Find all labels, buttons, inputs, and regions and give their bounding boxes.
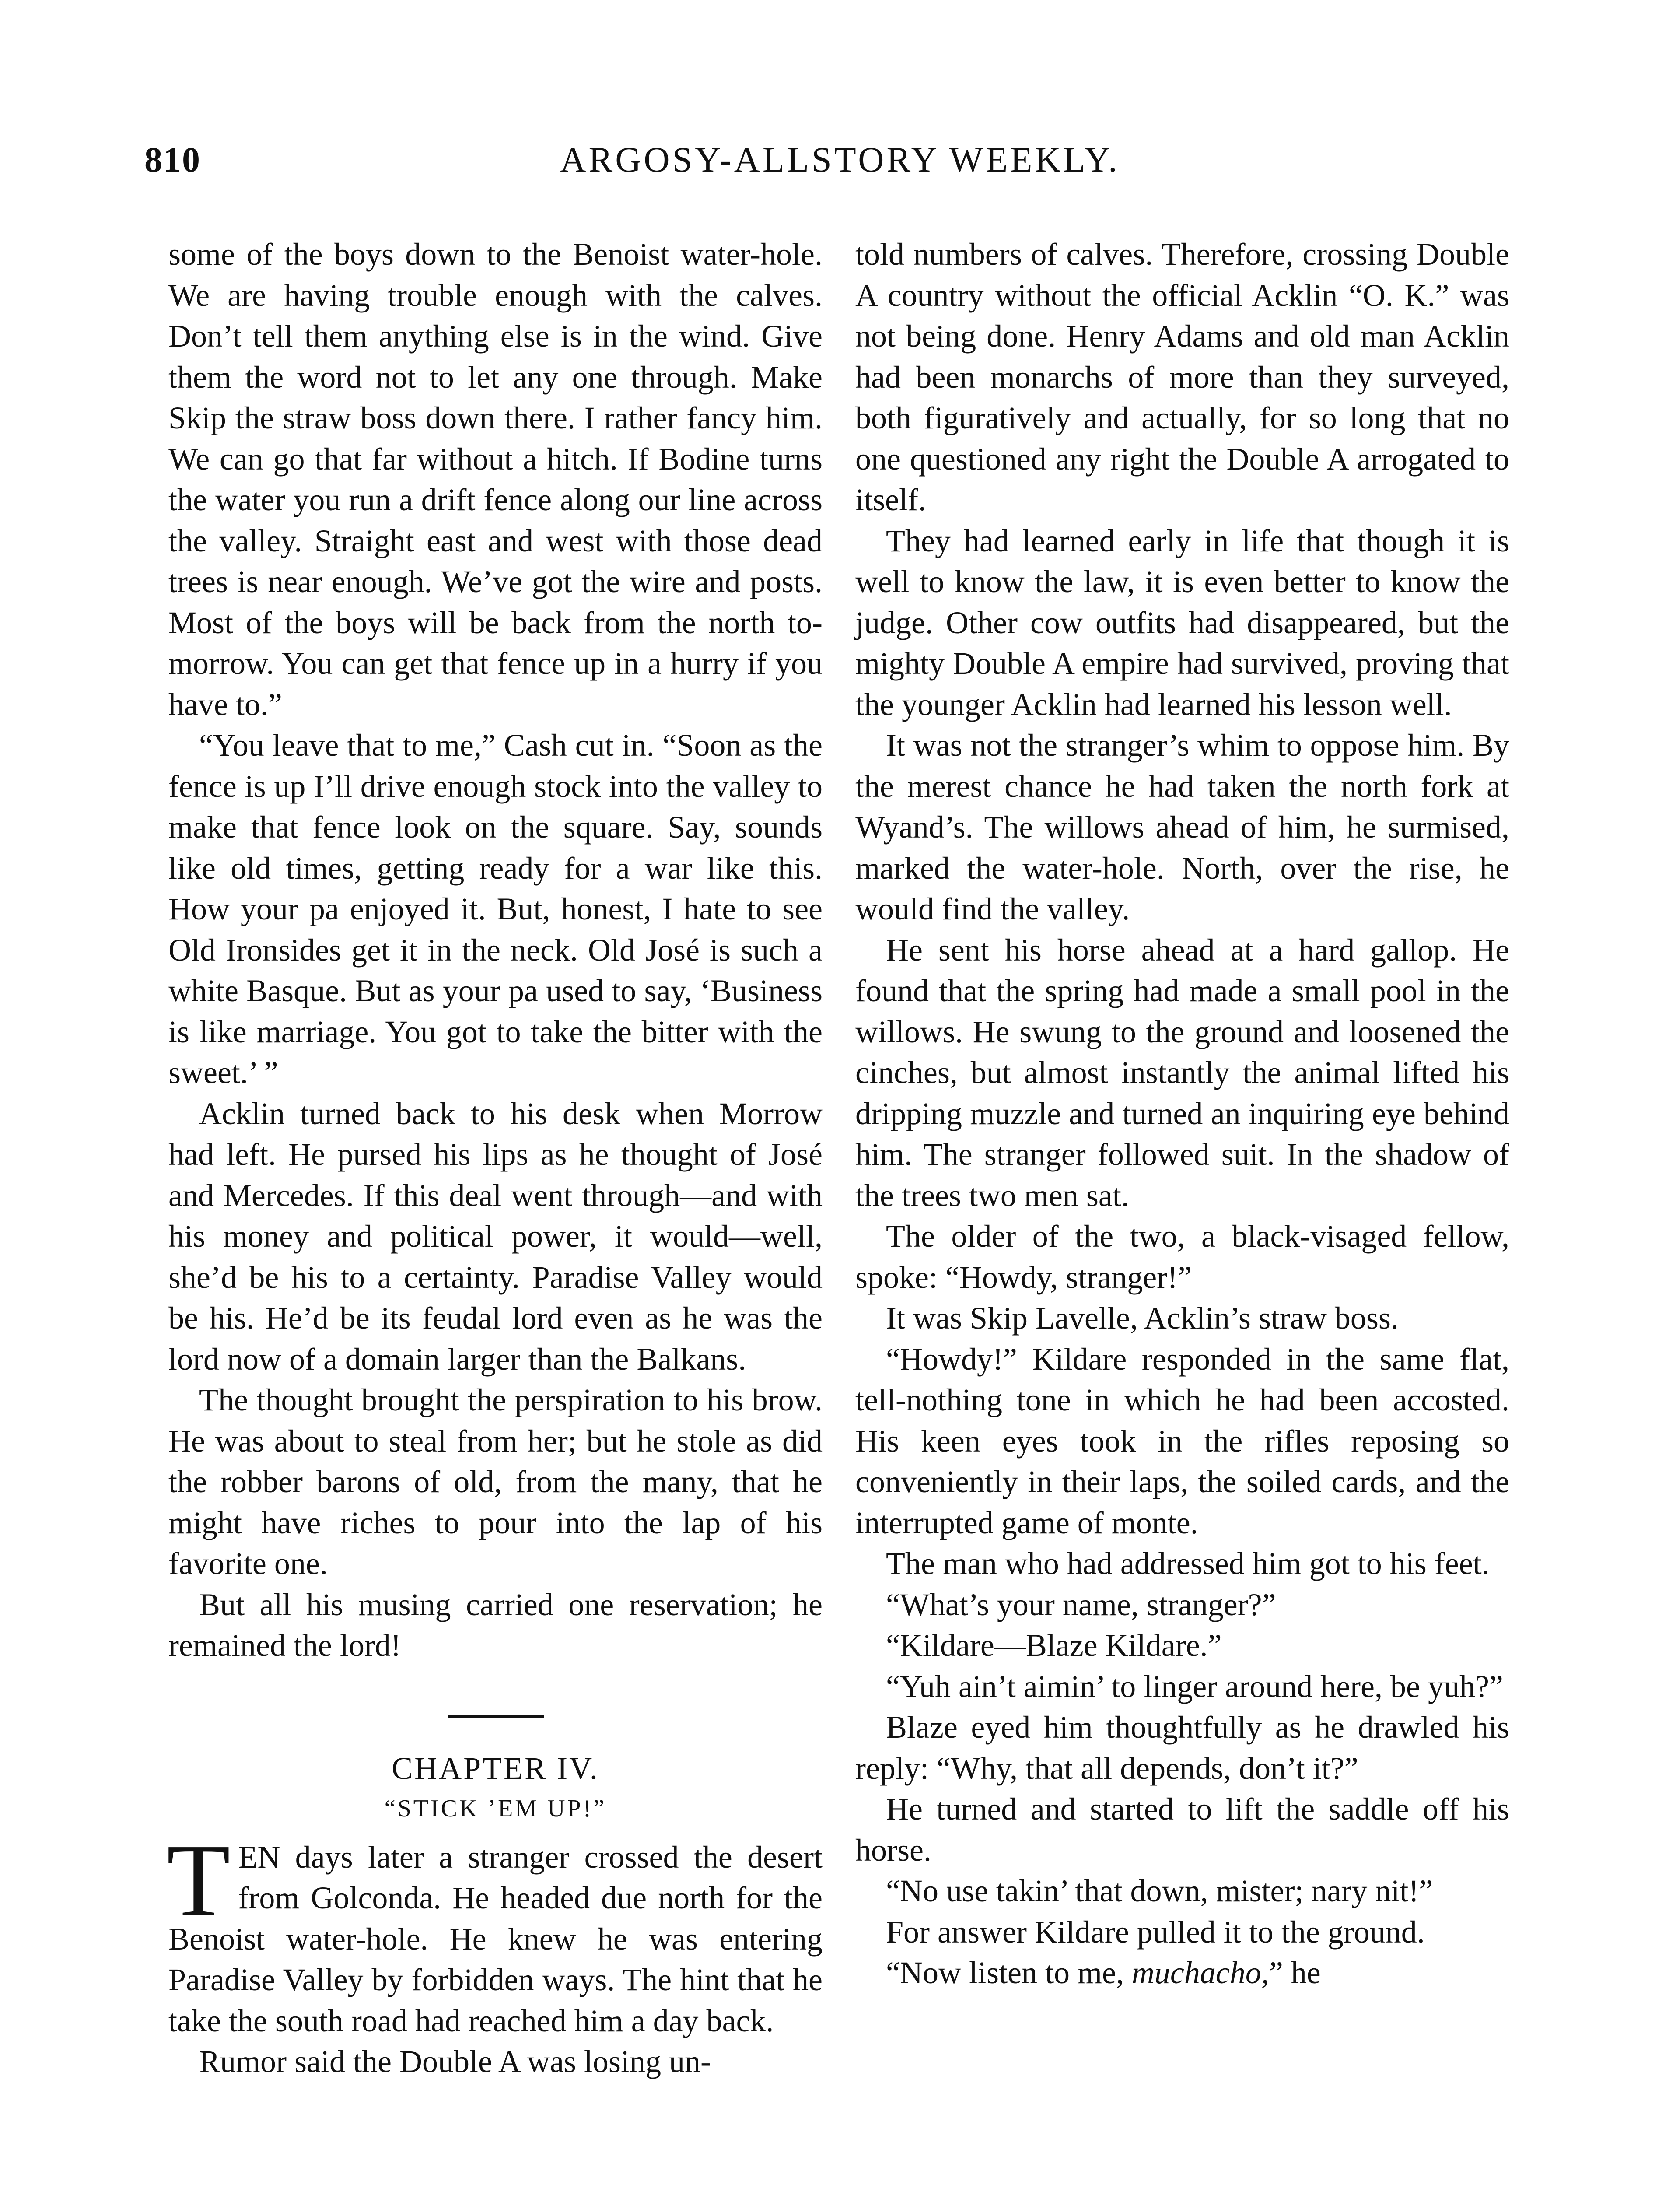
paragraph: The thought brought the perspiration to his brow. He was about to steal from her; but he stole as did the robber barons of old, from the many, that he might have riches to pour into the lap of his favorite one. xyxy=(168,1382,822,1581)
paragraph: The man who had addressed him got to his feet. xyxy=(886,1546,1490,1581)
chapter-opening-paragraph xyxy=(167,1823,822,2042)
paragraph: “You leave that to me,” Cash cut in. “Soon as the fence is up I’ll drive enough stock into the valley to make that fence look on the square. Say, sounds like old times, getting ready for a war like this. How your pa enjoyed it. But, honest, I hate to see Old Ironsides get it in the neck. Old José is such a white Basque. But as your pa used to say, ‘Business is like marriage. You got to take the bitter with the sweet.’ ” xyxy=(168,728,822,1090)
chapter-subtitle: “STICK ’EM UP!” xyxy=(384,1795,607,1822)
paragraph: “Yuh ain’t aimin’ to linger around here, be yuh?” xyxy=(886,1669,1503,1704)
paragraph-text: ” he xyxy=(1269,1955,1321,1990)
right-column xyxy=(855,234,1509,1994)
paragraph: But all his musing carried one reservation; he remained the lord! xyxy=(168,1587,822,1663)
page-header xyxy=(0,139,1680,192)
paragraph: The older of the two, a black-visaged fellow, spoke: “Howdy, stranger!” xyxy=(855,1219,1509,1295)
paragraph: For answer Kildare pulled it to the ground. xyxy=(886,1914,1425,1950)
paragraph: “What’s your name, stranger?” xyxy=(886,1587,1276,1622)
paragraph-text: EN days later a stranger crossed the desert from Golconda. He headed due north for the Benoist water-hole. He knew he was entering Paradise Valley by forbidden ways. The hint that he take the south road had reached him a day back. xyxy=(168,1839,822,2038)
paragraph: some of the boys down to the Benoist water-hole. We are having trouble enough with the calves. Don’t tell them anything else is in the wind. Give them the word not to let any one through. Make Skip the straw boss down there. I rather fancy him. We can go that far without a hitch. If Bodine turns the water you run a drift fence along our line across the valley. Straight east and west with those dead trees is near enough. We’ve got the wire and posts. Most of the boys will be back from the north to-morrow. You can get that fence up in a hurry if you have to.” xyxy=(168,237,822,722)
drop-cap: T xyxy=(167,1823,231,1938)
chapter-title: CHAPTER IV. xyxy=(392,1750,599,1786)
paragraph-text: “Now listen to me, xyxy=(886,1955,1132,1990)
paragraph: Acklin turned back to his desk when Morrow had left. He pursed his lips as he thought of José and Mercedes. If this deal went through—and with his money and political power, it would—well, she’d be his to a certainty. Paradise Valley would be his. He’d be its feudal lord even as he was the lord now of a domain larger than the Balkans. xyxy=(168,1096,822,1377)
left-column xyxy=(168,234,822,2083)
paragraph: He sent his horse ahead at a hard gallop. He found that the spring had made a small pool in the willows. He swung to the ground and loosened the cinches, but almost instantly the animal lifted his dripping muzzle and turned an inquiring eye behind him. The stranger followed suit. In the shadow of the trees two men sat. xyxy=(855,932,1509,1213)
paragraph: “Howdy!” Kildare responded in the same flat, tell-nothing tone in which he had been accosted. His keen eyes took in the rifles reposing so conveniently in their laps, the soiled cards, and the interrupted game of monte. xyxy=(855,1341,1509,1540)
paragraph: Rumor said the Double A was losing un- xyxy=(199,2044,711,2079)
paragraph xyxy=(855,1953,1509,1994)
paragraph: It was not the stranger’s whim to oppose him. By the merest chance he had taken the north fork at Wyand’s. The willows ahead of him, he surmised, marked the water-hole. North, over the rise, he would find the valley. xyxy=(855,728,1509,926)
page-number: 810 xyxy=(144,140,201,179)
italic-word: muchacho, xyxy=(1131,1955,1269,1990)
paragraph: “No use takin’ that down, mister; nary nit!” xyxy=(886,1873,1433,1908)
paragraph: He turned and started to lift the saddle off his horse. xyxy=(855,1792,1509,1868)
paragraph: They had learned early in life that though it is well to know the law, it is even better to know the judge. Other cow outfits had disappeared, but the mighty Double A empire had survived, proving that the younger Acklin had learned his lesson well. xyxy=(855,523,1509,722)
section-divider xyxy=(448,1715,544,1718)
running-title: ARGOSY-ALLSTORY WEEKLY. xyxy=(560,140,1120,179)
paragraph: It was Skip Lavelle, Acklin’s straw boss. xyxy=(886,1301,1399,1336)
paragraph: “Kildare—Blaze Kildare.” xyxy=(886,1628,1222,1663)
paragraph: told numbers of calves. Therefore, crossing Double A country without the official Acklin “O. K.” was not being done. Henry Adams and old man Acklin had been monarchs of more than they surveyed, both figuratively and actually, for so long that no one questioned any right the Double A arrogated to itself. xyxy=(855,237,1509,517)
paragraph: Blaze eyed him thoughtfully as he drawled his reply: “Why, that all depends, don’t it?” xyxy=(855,1710,1509,1786)
